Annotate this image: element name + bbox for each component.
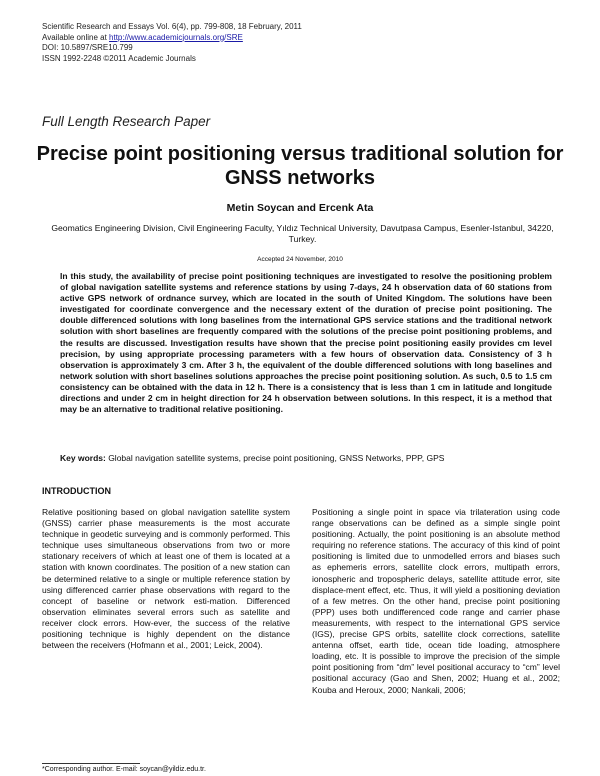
journal-citation: Scientific Research and Essays Vol. 6(4), pp. 799-808, 18 February, 2011	[42, 22, 302, 31]
authors: Metin Soycan and Ercenk Ata	[226, 202, 374, 214]
abstract: In this study, the availability of precise point positioning techniques are investigated to resolve the positioning problem of global navigation satellite systems and reference stations by using 7-days, 24 h observation data of 60 stations from active GPS network of ordnance survey, which are located in the south of United Kingdom. The solutions have been investigated for coordinate convergence and the necessary extent of the duration of precise point positioning. The double differenced solutions with long baselines from the international GPS service stations and the traditional network solution with short baselines are frequently compared with the solutions of the precise point positioning problems, and the results are discussed. Investigation results have shown that the precise point positioning easily provides cm level precision, by using appropriate processing parameters with a few hours of observation data. Consistency of 3 h observation is approximately 3 cm. After 3 h, the equivalent of the double differenced solutions with long baselines and network solution with short baselines solutions approaches the precise point positioning solution. As such, 0.5 to 1.5 cm consistency can be obtained with the data in 12 h. There is a consistency that is less than 1 cm in latitude and longitude directions and under 2 cm in height direction for 24 h observation between solutions. In this respect, it is a method that may be an alternative to traditional relative positioning.	[60, 271, 552, 415]
availability-prefix: Available online at	[42, 32, 110, 42]
introduction-right-column: Positioning a single point in space via trilateration using code range observations can be defined as a simple single point positioning. Actually, the point positioning is an absolute method requiring no reference stations. The accuracy of this kind of point positioning is limited due to unmodelled errors and biases such as ephemeris errors, satellite clock errors, multipath errors, ionospheric and tropospheric delays, satellite attitude error, site displace-ment effect, etc. Thus, it will yield a positioning deviation of a few metres. On the other hand, precise point positioning (PPP) uses both undifferenced code range and carrier phase measurements, with respect to the international GPS service (IGS), precise GPS orbits, satellite clock corrections, satellite antenna offset, earth tide, ocean tide loading, atmosphere loading, etc. It is possible to improve the precision of the simple point positioning from “dm” level positional accuracy to “cm” level positional accuracy (Gao and Shen, 2002; Huang et al., 2002; Kouba and Heroux, 2000; Nankali, 2006;	[312, 507, 560, 695]
affiliation: Geomatics Engineering Division, Civil Engineering Faculty, Yıldız Technical University, Davutpasa Campus, Esenler-Istanbul, 34220, Turkey.	[51, 223, 554, 244]
issn-line: ISSN 1992-2248 ©2011 Academic Journals	[42, 53, 196, 63]
paper-type: Full Length Research Paper	[42, 114, 211, 129]
keywords	[60, 453, 560, 463]
doi-line: DOI: 10.5897/SRE10.799	[42, 43, 133, 52]
keywords-label: Key words:	[60, 453, 106, 463]
journal-url-link[interactable]: http://www.academicjournals.org/SRE	[109, 32, 243, 42]
corresponding-author-footnote: *Corresponding author. E-mail: soycan@yildiz.edu.tr.	[42, 766, 206, 773]
footnote-divider	[42, 763, 140, 764]
accepted-date: Accepted 24 November, 2010	[257, 256, 343, 263]
introduction-left-column: Relative positioning based on global navigation satellite system (GNSS) carrier phase measurements is the most accurate technique in geodetic surveying and is commonly performed. This technique uses simultaneous observations from two or more stationary receivers of which at least one of them is located at a station with known coordinates. The position of a new station can be determined relative to a single or multiple reference station by using differenced carrier phase observations with regard to the concept of baseline or network esti-mation. Differenced observation eliminates several errors such as satellite and receiver clock errors. How-ever, the success of the relative positioning technique is highly dependent on the distance between the receivers (Hofmann et al., 2001; Leick, 2004).	[42, 507, 290, 651]
introduction-heading: INTRODUCTION	[42, 486, 111, 496]
paper-title: Precise point positioning versus traditional solution for GNSS networks	[36, 143, 564, 189]
journal-header	[42, 22, 302, 64]
availability-line	[42, 33, 302, 44]
keywords-text: Global navigation satellite systems, precise point positioning, GNSS Networks, PPP, GPS	[105, 453, 445, 463]
